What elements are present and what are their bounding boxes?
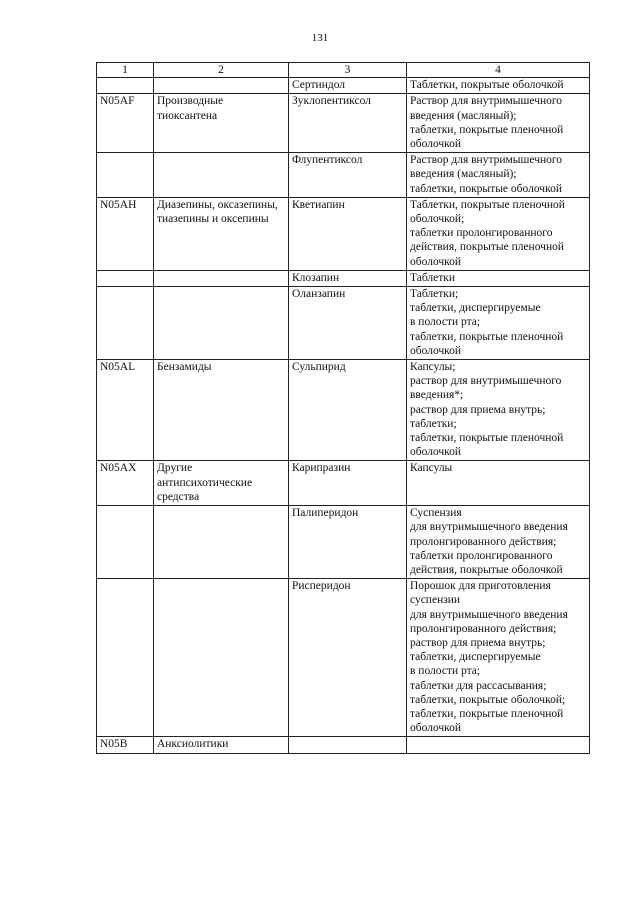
group-name-cell xyxy=(154,94,289,153)
dosage-form-line: пролонгированного действия; xyxy=(410,622,557,635)
drug-name-cell: Оланзапин xyxy=(289,287,407,360)
group-name-cell xyxy=(154,579,289,737)
dosage-form-line: Капсулы xyxy=(410,462,453,475)
dosage-form-line: раствор для внутримышечного xyxy=(410,375,562,388)
group-name-line: Другие xyxy=(157,462,193,475)
dosage-form-line: введения*; xyxy=(410,389,464,402)
atc-code-cell: N05AH xyxy=(97,197,154,270)
table-row xyxy=(97,737,590,753)
column-header-forms: 4 xyxy=(407,63,590,78)
table-row xyxy=(97,78,590,94)
drug-name-cell: Сертиндол xyxy=(289,78,407,94)
drug-name-cell: Флупентиксол xyxy=(289,153,407,198)
page-number: 131 xyxy=(311,32,329,44)
table-row xyxy=(97,506,590,579)
column-header-drug: 3 xyxy=(289,63,407,78)
dosage-forms-cell xyxy=(407,78,590,94)
group-name-cell xyxy=(154,78,289,94)
table-row xyxy=(97,360,590,461)
dosage-form-line: оболочкой xyxy=(410,138,462,151)
group-name-line: средства xyxy=(157,490,200,503)
group-name-line: антипсихотические xyxy=(157,476,253,489)
dosage-form-line: пролонгированного действия; xyxy=(410,535,557,548)
dosage-form-line: для внутримышечного введения xyxy=(410,521,568,534)
dosage-form-line: таблетки пролонгированного xyxy=(410,549,553,562)
column-header-code: 1 xyxy=(97,63,154,78)
drug-name-cell xyxy=(289,737,407,753)
dosage-form-line: действия, покрытые оболочкой xyxy=(410,563,563,576)
dosage-form-line: Порошок для приготовления xyxy=(410,580,551,593)
group-name-cell xyxy=(154,506,289,579)
dosage-form-line: Таблетки; xyxy=(410,288,459,301)
dosage-form-line: оболочкой xyxy=(410,344,462,357)
drug-name-cell: Рисперидон xyxy=(289,579,407,737)
group-name-cell xyxy=(154,197,289,270)
dosage-form-line: оболочкой; xyxy=(410,213,465,226)
atc-code-cell xyxy=(97,78,154,94)
drug-name-cell: Карипразин xyxy=(289,461,407,506)
dosage-forms-cell xyxy=(407,153,590,198)
dosage-form-line: таблетки для рассасывания; xyxy=(410,679,547,692)
dosage-form-line: таблетки; xyxy=(410,417,457,430)
group-name-line: тиоксантена xyxy=(157,109,218,122)
group-name-cell xyxy=(154,360,289,461)
dosage-form-line: таблетки, диспергируемые xyxy=(410,651,541,664)
dosage-form-line: таблетки, покрытые пленочной xyxy=(410,330,564,343)
group-name-line: тиазепины и оксепины xyxy=(157,213,269,226)
dosage-form-line: оболочкой xyxy=(410,446,462,459)
group-name-line: Производные xyxy=(157,95,224,108)
dosage-form-line: для внутримышечного введения xyxy=(410,608,568,621)
group-name-cell xyxy=(154,287,289,360)
column-header-group: 2 xyxy=(154,63,289,78)
dosage-form-line: в полости рта; xyxy=(410,316,481,329)
drug-table xyxy=(96,62,590,754)
dosage-form-line: таблетки, диспергируемые xyxy=(410,302,541,315)
dosage-form-line: Капсулы; xyxy=(410,361,456,374)
group-name-line: Анксиолитики xyxy=(157,738,229,751)
dosage-forms-cell xyxy=(407,360,590,461)
atc-code-cell: N05AF xyxy=(97,94,154,153)
dosage-form-line: таблетки, покрытые оболочкой; xyxy=(410,693,566,706)
dosage-forms-cell xyxy=(407,197,590,270)
group-name-cell xyxy=(154,270,289,286)
dosage-form-line: Раствор для внутримышечного xyxy=(410,154,563,167)
table-body xyxy=(97,78,590,753)
dosage-forms-cell xyxy=(407,737,590,753)
drug-name-cell: Сульпирид xyxy=(289,360,407,461)
dosage-form-line: введения (масляный); xyxy=(410,109,517,122)
dosage-forms-cell xyxy=(407,461,590,506)
drug-name-cell: Клозапин xyxy=(289,270,407,286)
group-name-cell xyxy=(154,461,289,506)
dosage-form-line: действия, покрытые пленочной xyxy=(410,241,565,254)
group-name-cell xyxy=(154,737,289,753)
dosage-forms-cell xyxy=(407,287,590,360)
atc-code-cell xyxy=(97,579,154,737)
atc-code-cell: N05AX xyxy=(97,461,154,506)
dosage-forms-cell xyxy=(407,579,590,737)
dosage-form-line: Суспензия xyxy=(410,507,462,520)
dosage-form-line: таблетки пролонгированного xyxy=(410,227,553,240)
atc-code-cell xyxy=(97,506,154,579)
dosage-form-line: Таблетки xyxy=(410,271,456,284)
atc-code-cell xyxy=(97,153,154,198)
dosage-form-line: оболочкой xyxy=(410,722,462,735)
drug-name-cell: Палиперидон xyxy=(289,506,407,579)
table-row xyxy=(97,287,590,360)
group-name-line: Бензамиды xyxy=(157,361,212,374)
dosage-forms-cell xyxy=(407,270,590,286)
table-row xyxy=(97,579,590,737)
table-row xyxy=(97,270,590,286)
drug-name-cell: Зуклопентиксол xyxy=(289,94,407,153)
dosage-form-line: таблетки, покрытые пленочной xyxy=(410,707,564,720)
dosage-form-line: Таблетки, покрытые оболочкой xyxy=(410,79,564,92)
table-row xyxy=(97,197,590,270)
dosage-form-line: в полости рта; xyxy=(410,665,481,678)
atc-code-cell xyxy=(97,270,154,286)
atc-code-cell xyxy=(97,287,154,360)
atc-code-cell: N05B xyxy=(97,737,154,753)
dosage-form-line: Раствор для внутримышечного xyxy=(410,95,563,108)
drug-name-cell: Кветиапин xyxy=(289,197,407,270)
group-name-cell xyxy=(154,153,289,198)
dosage-forms-cell xyxy=(407,94,590,153)
dosage-forms-cell xyxy=(407,506,590,579)
table-row xyxy=(97,94,590,153)
dosage-form-line: введения (масляный); xyxy=(410,168,517,181)
group-name-line: Диазепины, оксазепины, xyxy=(157,198,278,211)
dosage-form-line: Таблетки, покрытые пленочной xyxy=(410,198,565,211)
dosage-form-line: таблетки, покрытые пленочной xyxy=(410,432,564,445)
table-row xyxy=(97,153,590,198)
dosage-form-line: оболочкой xyxy=(410,255,462,268)
atc-code-cell: N05AL xyxy=(97,360,154,461)
table-row xyxy=(97,461,590,506)
dosage-form-line: таблетки, покрытые пленочной xyxy=(410,123,564,136)
dosage-form-line: суспензии xyxy=(410,594,461,607)
table-header-row xyxy=(97,63,590,78)
dosage-form-line: раствор для приема внутрь; xyxy=(410,403,546,416)
dosage-form-line: раствор для приема внутрь; xyxy=(410,636,546,649)
dosage-form-line: таблетки, покрытые оболочкой xyxy=(410,182,562,195)
